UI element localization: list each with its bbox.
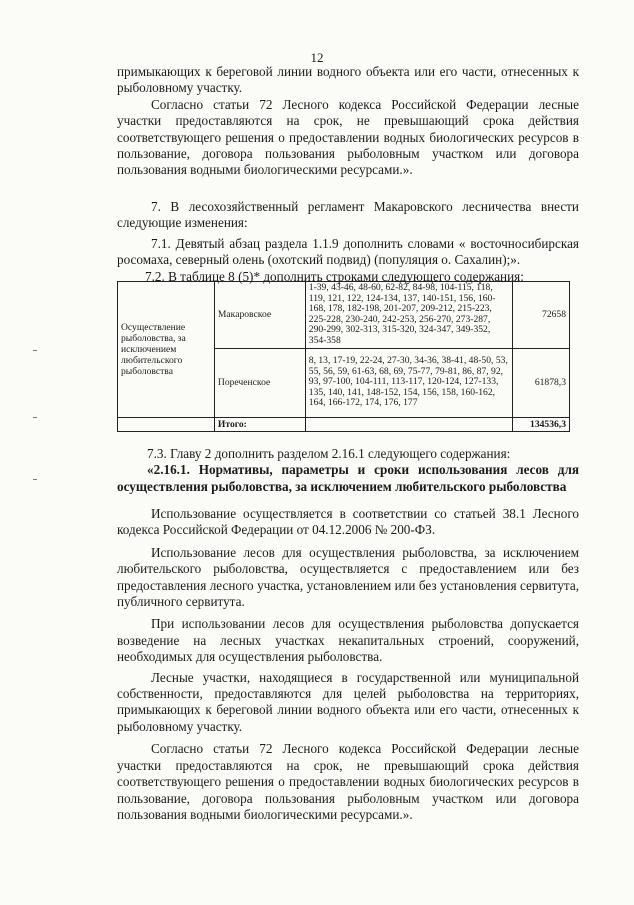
paragraph: Использование осуществляется в соответствии со статьей 38.1 Лесного кодекса Российской Федерации от 04.12.2006 № 200-ФЗ. <box>117 506 579 538</box>
table-8 <box>117 281 570 432</box>
section-7-intro: 7. В лесохозяйственный регламент Макаровского лесничества внести следующие изменения: <box>117 199 579 231</box>
table-row-total <box>118 417 570 431</box>
section-heading-2-16-1: «2.16.1. Нормативы, параметры и сроки использования лесов для осуществления рыболовства, за исключением любительского рыболовства <box>117 462 579 494</box>
table-cell-total-label: Итого: <box>214 417 305 431</box>
section-7-block <box>117 199 579 285</box>
paragraph: При использовании лесов для осуществления рыболовства допускается возведение на лесных участках некапитальных строений, сооружений, необходимых для осуществления рыболовства. <box>117 616 579 665</box>
paragraph: Согласно статьи 72 Лесного кодекса Российской Федерации лесные участки предоставляются на срок, не превышающий срока действия соответствующего решения о предоставлении водных биологических ресурсов в пользование, договора пользования рыболовным участком или договора пользования водными биологическими ресурсами.». <box>117 96 579 178</box>
scan-mark <box>33 417 37 418</box>
scan-mark <box>33 479 37 480</box>
table-cell-forestry: Макаровское <box>214 282 305 349</box>
paragraph: Использование лесов для осуществления рыболовства, за исключением любительского рыболовства, осуществляется с предоставлением или без предоставления лесного участка, установлением или без установления сервитута, публичного сервитута. <box>117 544 579 610</box>
top-text-block <box>117 64 579 179</box>
table-cell-category: Осуществление рыболовства, за исключением любительского рыболовства <box>118 282 215 418</box>
table-cell-empty <box>118 417 215 431</box>
paragraph: Согласно статьи 72 Лесного кодекса Российской Федерации лесные участки предоставляются на срок, не превышающий срока действия соответствующего решения о предоставлении водных биологических ресурсов в пользование, договора пользования рыболовным участком или договора пользования водными биологическими ресурсами.». <box>117 741 579 822</box>
item-7-2: 7.2. В таблице 8 (5)* дополнить строками следующего содержания: <box>145 268 524 284</box>
table-cell-total-value: 134536,3 <box>513 417 570 431</box>
table-cell-area: 61878,3 <box>513 348 570 417</box>
scan-mark <box>33 350 37 351</box>
section-7-3-block <box>117 446 579 495</box>
table-cell-quarters: 8, 13, 17-19, 22-24, 27-30, 34-36, 38-41, 48-50, 53, 55, 56, 59, 61-63, 68, 69, 75-77, 79-81, 86, 87, 92, 93, 97-100, 104-111, 113-117, 120-124, 127-133, 135, 140, 141, 148-152, 154, 156, 158, 160-162, 164, 166-172, 174, 176, 177 <box>305 348 512 417</box>
table-cell-area: 72658 <box>513 282 570 349</box>
bottom-text-block <box>117 506 579 823</box>
page-number: 12 <box>310 50 324 65</box>
paragraph: примыкающих к береговой линии водного объекта или его части, отнесенных к рыболовному участку. <box>117 64 579 96</box>
table-cell-empty <box>305 417 512 431</box>
paragraph: Лесные участки, находящиеся в государственной или муниципальной собственности, предоставляются для целей рыболовства на территориях, примыкающих к береговой линии водного объекта или его части, отнесенных к рыболовному участку. <box>117 669 579 734</box>
table-cell-quarters: 1-39, 43-46, 48-60, 62-82, 84-98, 104-115, 118, 119, 121, 122, 124-134, 137, 140-151, 156, 160-168, 178, 182-198, 201-207, 209-212, 215-223, 225-228, 230-240, 242-253, 256-270, 273-287, 290-299, 302-313, 315-320, 324-347, 349-352, 354-358 <box>305 282 512 349</box>
item-7-1: 7.1. Девятый абзац раздела 1.1.9 дополнить словами « восточносибирская росомаха, северный олень (охотский подвид) (популяция о. Сахалин);». <box>117 235 579 268</box>
table-cell-forestry: Пореченское <box>214 348 305 417</box>
table-row <box>118 282 570 349</box>
item-7-3: 7.3. Главу 2 дополнить разделом 2.16.1 следующего содержания: <box>147 446 511 461</box>
